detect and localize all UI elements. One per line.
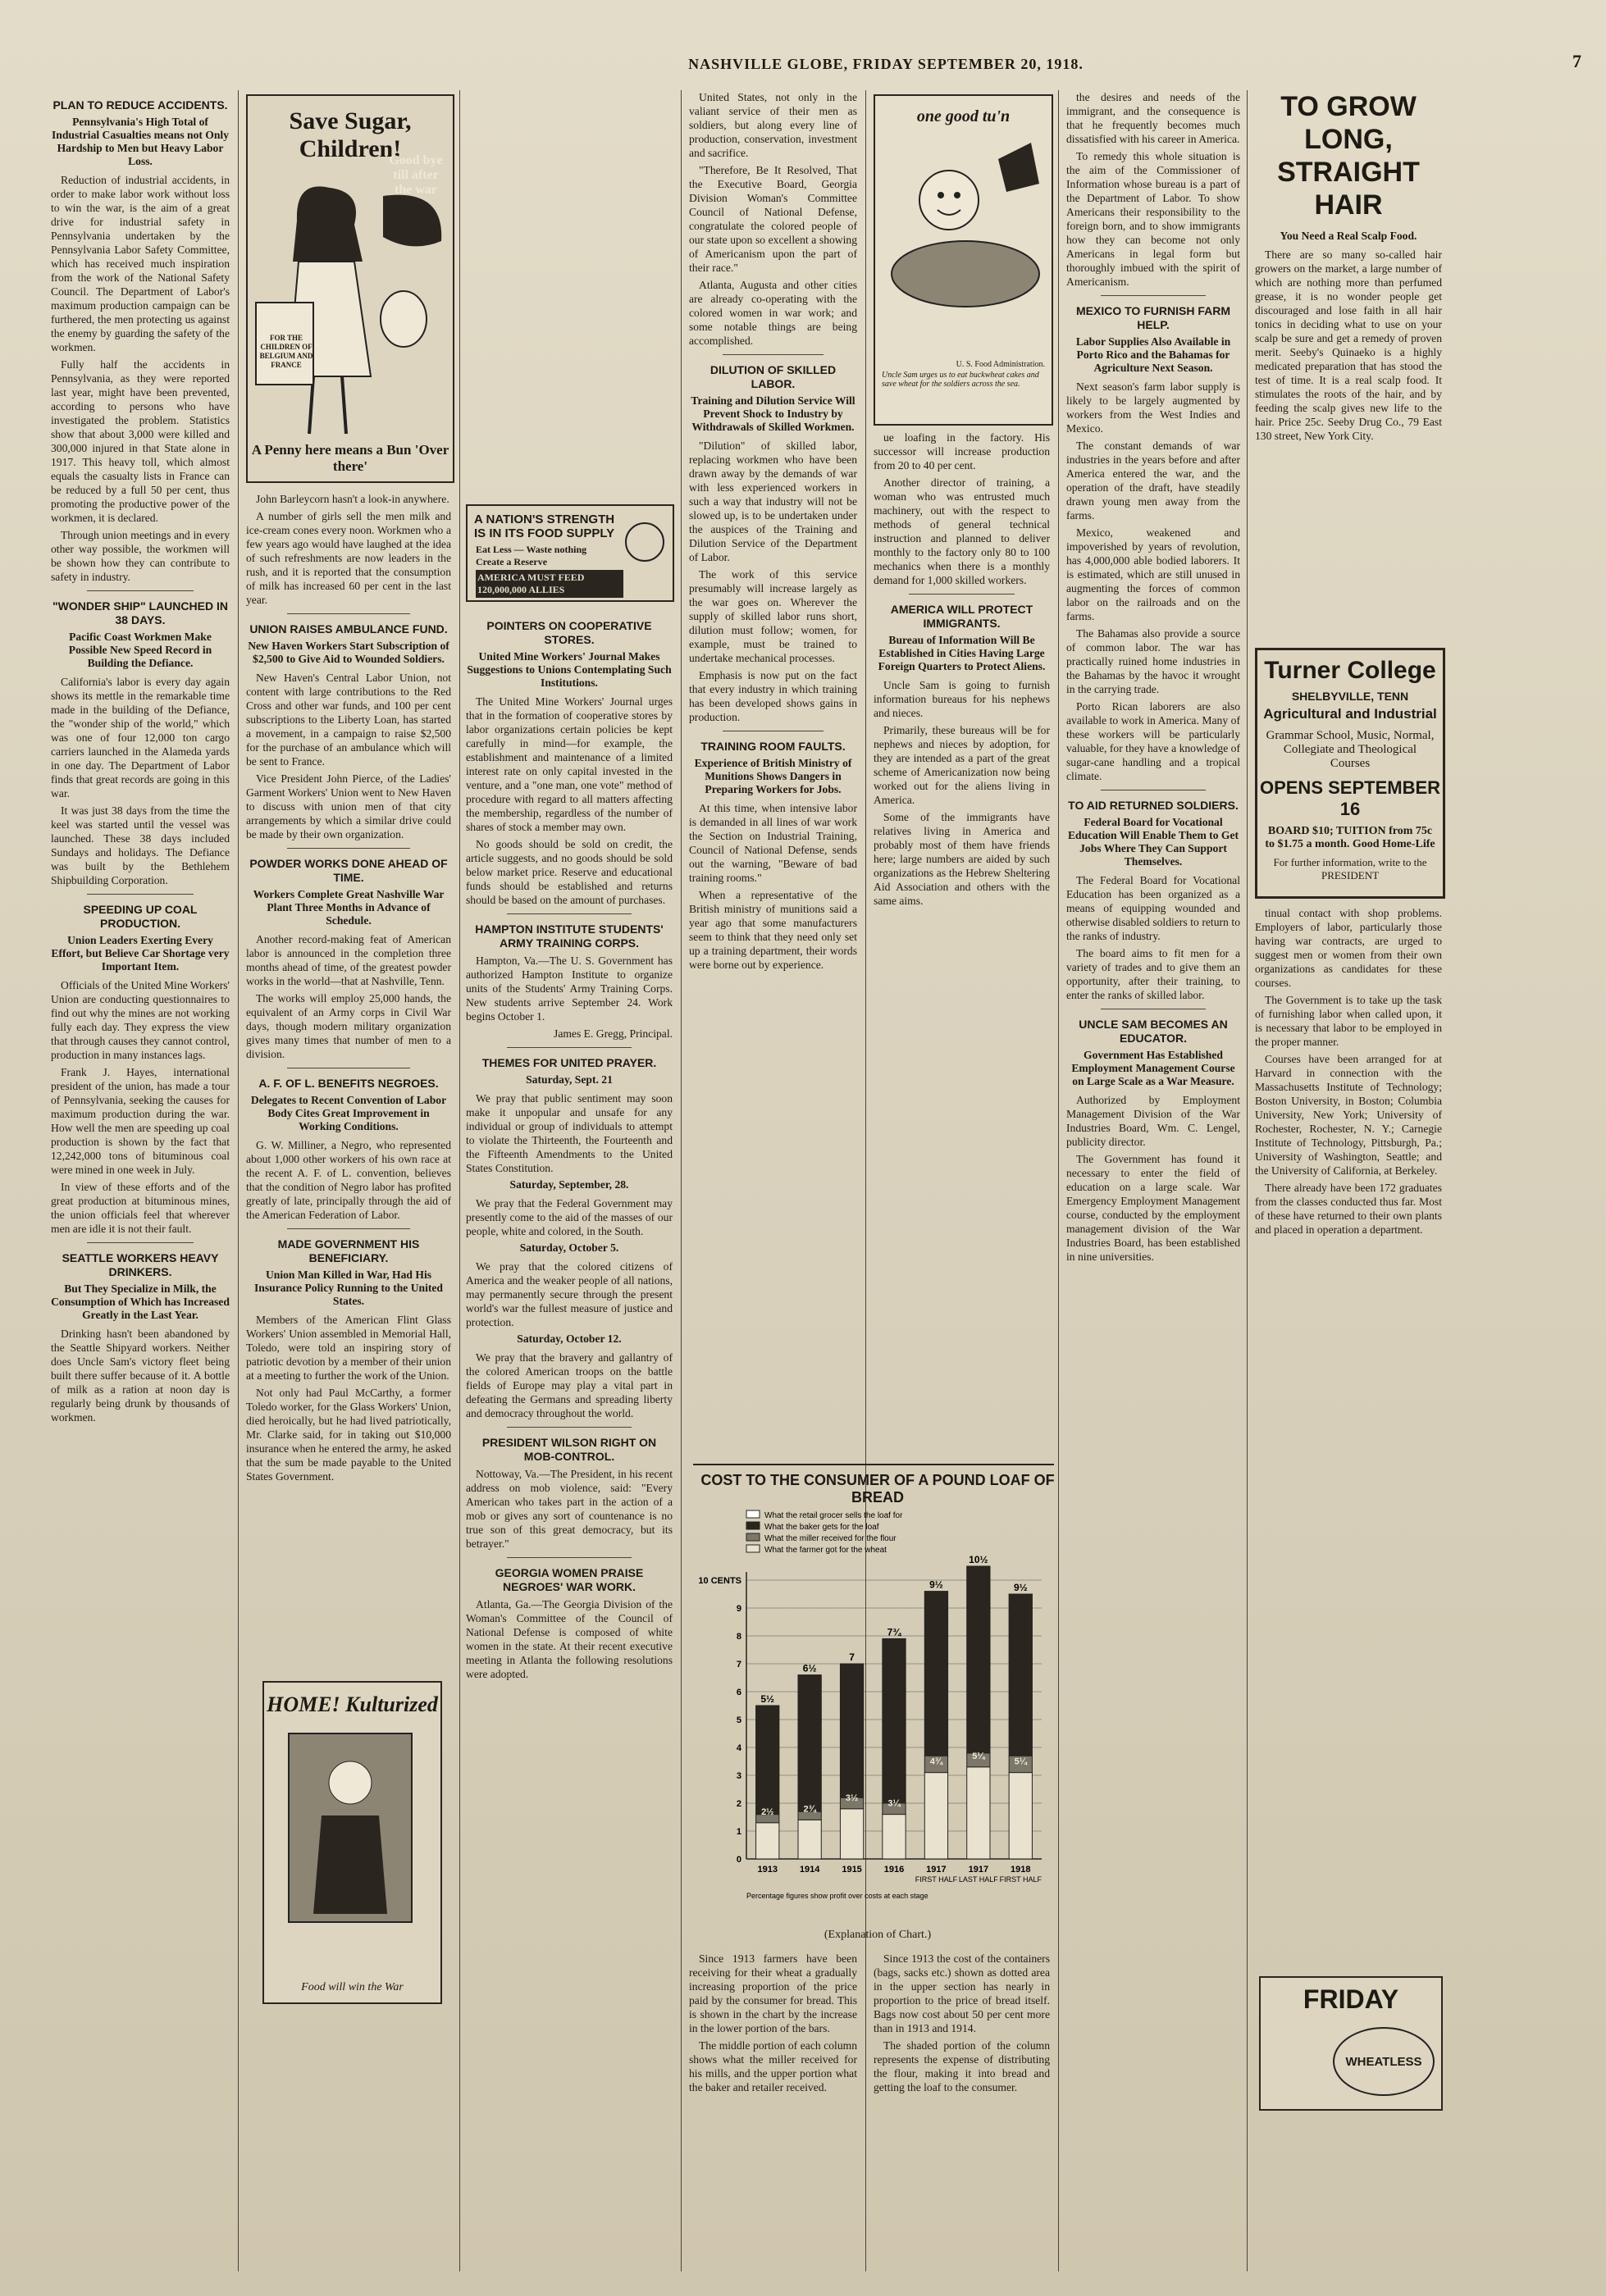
article-paragraph: The works will employ 25,000 hands, the equivalent of an Army corps in Civil War days, though modern military organization gives many times that number of men to a division. (246, 992, 451, 1060)
y-tick-label: 6 (736, 1688, 741, 1697)
column-1 (51, 90, 230, 2271)
article-paragraph: Courses have been arranged for at Harvard in connection with the Massachusetts Institute of Technology; Boston University, in Boston; Columbia University, New York; University of Rochester, Rochester, N. Y.; Carnegie Institute of Technology, Pittsburgh, Pa.; University of Washington, Seattle; and the University of California, at Berkeley. (1255, 1053, 1442, 1177)
article-paragraph: Fully half the accidents in Pennsylvania, as they were reported last year, might have been prevented, according to persons who have investigated the problem. Statistics show that about 3,000 were killed and 300,000 injured in that State alone in 1917. This heavy toll, which almost equals the casualty lists in France can be reduced by a full 50 per cent, thus promoting the productive power of the workmen, it is declared. (51, 358, 230, 524)
column-rule (1058, 90, 1059, 2271)
article-paragraph: We pray that the Federal Government may presently come to the aid of the masses of our people, white and colored, in the South. (466, 1197, 673, 1237)
headline: DILUTION OF SKILLED LABOR. (709, 363, 837, 390)
article-paragraph: New Haven's Central Labor Union, not content with large contributions to the Red Cross and other war funds, and 100 per cent subscriptions to the Liberty Loan, has started a movement, in a campaign to raise $2,500 for the purchase of an ambulance which will be sent to France. (246, 672, 451, 768)
subheadline: Government Has Established Employment Management Course on Large Scale as a War Measure. (1071, 1049, 1235, 1087)
legend-swatch (746, 1522, 760, 1529)
college-opens: OPENS SEPTEMBER 16 (1259, 777, 1441, 819)
hair-ad (1255, 90, 1442, 631)
column-rule (865, 90, 866, 2271)
y-tick-label: 0 (736, 1855, 741, 1865)
y-tick-label: 8 (736, 1632, 741, 1642)
bar-inner-label: 2½ (761, 1806, 774, 1817)
bar-segment (967, 1767, 990, 1859)
chart-caption: (Explanation of Chart.) (824, 1929, 932, 1941)
headline: MADE GOVERNMENT HIS BENEFICIARY. (277, 1237, 420, 1264)
page-number: 7 (1572, 51, 1581, 71)
article-paragraph: Hampton, Va.—The U. S. Government has authorized Hampton Institute to organize units of the Students' Army Training Corps. New students arrive September 24. Work begins October 1. (466, 954, 673, 1023)
article-paragraph: The work of this service presumably will increase largely as the war goes on. Wherever the supply of skilled labor runs short, dilution must follow; women, for example, must be trained to undertake mechanical processes. (689, 568, 857, 664)
column-rule (681, 90, 682, 2271)
article-paragraph: The shaded portion of the column represents the expense of distributing the flour, making it into bread and getting the loaf to the consumer. (874, 2039, 1050, 2093)
friday-wheatless-ad (1259, 1976, 1443, 2111)
divider (287, 848, 410, 849)
bar-total-label: 7 (849, 1651, 855, 1663)
wheatless-seal: WHEATLESS (1333, 2027, 1435, 2096)
article-paragraph: California's labor is every day again shows its mettle in the remarkable time made in the building of the Defiance, the "wonder ship of the world," which was one of four 12,000 ton cargo carriers launched in the Alameda yards in one day. The Department of Labor finds that great records are going in this war. (51, 676, 230, 800)
bar-total-label: 7¾ (887, 1626, 901, 1638)
article-paragraph: In view of these efforts and of the great production at bituminous mines, the union officials feel that wherever men are idle it is not their fault. (51, 1181, 230, 1235)
food-cartoon (874, 94, 1053, 426)
article-paragraph: Some of the immigrants have relatives living in America and probably most of them have friends here; large numbers are aided by such organizations as the Hebrew Sheltering Aid Association and others with the same aims. (874, 811, 1050, 907)
headline: POWDER WORKS DONE AHEAD OF TIME. (249, 857, 448, 884)
column-7 (1255, 906, 1442, 1964)
article-paragraph: The Federal Board for Vocational Education has been organized as a means of equipping wounded and otherwise disabled soldiers to return to the ranks of industry. (1066, 874, 1240, 942)
x-tick-sublabel: FIRST HALF (915, 1875, 958, 1884)
y-tick-label: 3 (736, 1771, 741, 1781)
ad-line: Eat Less — Waste nothing (476, 544, 587, 555)
legend-swatch (746, 1545, 760, 1552)
article-paragraph: "Dilution" of skilled labor, replacing workmen who have been drawn away by the demands of war with less experienced workers in such a way that industry will not be slowed up, is to be undertaken under the auspices of the Training and Dilution Service of the Department of Labor. (689, 440, 857, 563)
seal-icon (625, 522, 664, 562)
article-paragraph: Uncle Sam is going to furnish information bureaus for his nephews and nieces. (874, 679, 1050, 719)
girl-illustration (248, 163, 449, 458)
article-paragraph: The United Mine Workers' Journal urges that in the formation of cooperative stores by labor organizations certain policies be kept carefully in mind—for example, the establishment and maintenance of a limited interest rate on only capital invested in the venture, and a "one man, one vote" method of procedure with regard to all matters affecting the membership, regardless of the number of shares of stock a member may own. (466, 695, 673, 833)
college-info: For further information, write to the PRESIDENT (1273, 856, 1427, 882)
column-6 (1066, 90, 1240, 2271)
divider (507, 1047, 631, 1048)
home-kulturized-ad (262, 1681, 442, 2004)
column-2 (246, 492, 451, 1665)
headline: PRESIDENT WILSON RIGHT ON MOB-CONTROL. (481, 1436, 657, 1463)
article-paragraph: Reduction of industrial accidents, in order to make labor work without loss to win the war, is the aim of a great drive for industrial safety in Pennsylvania undertaken by the Pennsylvania Labor Safety Committee, which has received much inspiration from the work of the National Safety Council. The Department of Labor's maximum production campaign can be furthered, the men protecting us against the enemy by guarding the safety of the workmen. (51, 174, 230, 353)
cartoon-text: Uncle Sam urges us to eat buckwheat cakes and save wheat for the soldiers across the sea. (882, 371, 1039, 389)
article-paragraph: John Barleycorn hasn't a look-in anywhere. (256, 493, 449, 505)
column-rule (238, 90, 239, 2271)
x-tick-label: 1917 (968, 1865, 989, 1875)
ad-line: Create a Reserve (476, 556, 548, 567)
column-5 (874, 430, 1050, 1460)
article-paragraph: Primarily, these bureaus will be for nephews and nieces by adoption, for they are intended as a part of the great scheme of Americanization now being worked out for the aliens living in America. (874, 724, 1050, 806)
divider (507, 1427, 631, 1428)
article-paragraph: ue loafing in the factory. His successor will increase production from 20 to 40 per cent. (874, 431, 1050, 472)
ad-title: TO GROW LONG, STRAIGHT HAIR (1277, 91, 1420, 221)
column-rule (1247, 90, 1248, 2271)
chart-top-rule (693, 1464, 1054, 1465)
subheadline: Union Man Killed in War, Had His Insurance Policy Running to the United States. (254, 1269, 443, 1307)
college-courses: Grammar School, Music, Normal, Collegiate and Theological Courses (1266, 729, 1435, 770)
article-paragraph: The constant demands of war industries in the years before and after America entered the war, and the operation of the draft, have steadily drawn young men away from the farms. (1066, 440, 1240, 522)
bar-inner-label: 3½ (845, 1793, 859, 1803)
bar-segment (883, 1638, 906, 1803)
article-paragraph: United States, not only in the valiant service of their men as soldiers, but along every line of production, conservation, investment and sacrifice. (689, 91, 857, 159)
bread-cost-chart (697, 1472, 1058, 1941)
ad-caption: Food will win the War (301, 1981, 404, 1993)
headline: PLAN TO REDUCE ACCIDENTS. (52, 98, 228, 112)
legend-swatch (746, 1533, 760, 1541)
bar-segment (967, 1566, 990, 1753)
bar-total-label: 9½ (1013, 1582, 1028, 1593)
headline: THEMES FOR UNITED PRAYER. (481, 1056, 657, 1069)
x-tick-label: 1918 (1011, 1865, 1031, 1875)
article-paragraph: To remedy this whole situation is the aim of the Commissioner of Information whose bureau is a part of the Department of Labor. To show Americans their responsibility to the foreign born, and to show immigrants how they can become not only Americans in legal form but thoroughly imbued with the spirit of Americanism. (1066, 150, 1240, 288)
soldier-illustration (264, 1717, 437, 1947)
bar-segment (883, 1815, 906, 1859)
chart-footnote: Percentage figures show profit over costs at each stage (746, 1892, 928, 1900)
divider (87, 1242, 194, 1243)
article-paragraph: Emphasis is now put on the fact that every industry in which training has been developed shows gains in production. (689, 669, 857, 723)
ad-title: FRIDAY (1303, 1984, 1399, 2014)
y-tick-label: 2 (736, 1799, 741, 1809)
x-tick-sublabel: FIRST HALF (999, 1875, 1042, 1884)
bar-segment (798, 1675, 821, 1815)
article-paragraph: Porto Rican laborers are also available to work in America. Many of these workers will be particularly valuable, for they have a knowledge of sugar-cane handling and a tropical climate. (1066, 700, 1240, 782)
date-line: Saturday, Sept. 21 (526, 1073, 613, 1086)
article-paragraph: We pray that the bravery and gallantry of the colored American troops on the battle fields of Europe may play a vital part in defeating the Germans and spreading liberty and democracy throughout the world. (466, 1351, 673, 1419)
speech-bubble-text: Good bye till after the war (389, 153, 443, 197)
article-paragraph: The Government has found it necessary to enter the field of education on a large scale. War Emergency Employment Management course, conducted by the employment management division of the War Industries Board, has been established in nine universities. (1066, 1153, 1240, 1263)
college-board: BOARD $10; TUITION from 75c to $1.75 a month. Good Home-Life (1265, 825, 1435, 850)
save-sugar-ad (246, 94, 454, 483)
column-rule (459, 90, 460, 2271)
divider (723, 354, 824, 355)
article-paragraph: Since 1913 farmers have been receiving for their wheat a gradually increasing proportion of the price paid by the consumer for bread. This is shown in the chart by the increase in the lower portion of the bars. (689, 1952, 857, 2034)
y-tick-label: 4 (736, 1743, 741, 1753)
article-paragraph: We pray that the colored citizens of America and the weaker people of all nations, may permanently secure through the present world's war the fullest measure of justice and protection. (466, 1260, 673, 1328)
masthead: NASHVILLE GLOBE, FRIDAY SEPTEMBER 20, 1918. (688, 56, 1084, 72)
subheadline: Union Leaders Exerting Every Effort, but Believe Car Shortage very Important Item. (51, 934, 230, 973)
headline: TRAINING ROOM FAULTS. (700, 740, 846, 753)
article-paragraph: Through union meetings and in every other way possible, the workmen will be shown how they can contribute to safety in industry. (51, 529, 230, 583)
ad-body: There are so many so-called hair growers on the market, a large number of which are nothing more than perfumed grease, it is no wonder people get discouraged and lose faith in all hair tonics in deciding what to use on your scalp be sure and get a remedy of proven merit. Seeby's Quinaeko is a highly medicated preparation that has stood the test of time. It is a real scalp food. It stimulates the roots of the hair, and by feeding the scalp gives new life to the hair. Price 25c. Seeby Drug Co., 79 East 130 street, New York City. (1255, 248, 1442, 442)
x-tick-label: 1913 (757, 1865, 778, 1875)
cartoon-illustration (875, 126, 1048, 356)
bar-segment (756, 1823, 779, 1859)
headline: AMERICA WILL PROTECT IMMIGRANTS. (890, 603, 1033, 630)
article-paragraph: Officials of the United Mine Workers' Union are conducting questionnaires to find out why the mines are not working fully each day. They express the view that through causes they cannot control, production in many instances lags. (51, 979, 230, 1061)
article-paragraph: tinual contact with shop problems. Employers of labor, particularly those having war contracts, are urged to suggest men or women from their own organizations as candidates for these courses. (1255, 907, 1442, 989)
article-paragraph: "Therefore, Be It Resolved, That the Executive Board, Georgia Division Woman's Committee Council of National Defense, congratulate the colored people of our state upon so excellent a showing of Americanism upon the part of their race." (689, 164, 857, 274)
subheadline: Training and Dilution Service Will Prevent Shock to Industry by Withdrawals of Skilled Workmen. (691, 394, 855, 433)
college-city: SHELBYVILLE, TENN (1291, 690, 1409, 703)
bar-inner-label: 3¼ (887, 1798, 901, 1809)
headline: UNION RAISES AMBULANCE FUND. (249, 622, 448, 636)
headline: POINTERS ON COOPERATIVE STORES. (486, 619, 652, 646)
article-paragraph: A number of girls sell the men milk and ice-cream cones every noon. Workmen who a few years ago would have laughed at the idea of such refreshments are now leaders in the rush, and it is reported that the consumption of milk has increased 60 per cent in the last year. (246, 510, 451, 606)
headline: UNCLE SAM BECOMES AN EDUCATOR. (1079, 1018, 1228, 1045)
article-paragraph: the desires and needs of the immigrant, and the consequence is that he frequently becomes much dissatisfied with his career in America. (1066, 91, 1240, 145)
headline: TO AID RETURNED SOLDIERS. (1068, 799, 1239, 812)
signature: James E. Gregg, Principal. (554, 1027, 673, 1040)
bar-total-label: 9½ (929, 1578, 943, 1591)
divider (1101, 295, 1205, 296)
turner-college-ad (1255, 648, 1445, 899)
legend-entry: What the miller received for the flour (764, 1534, 897, 1543)
headline: GEORGIA WOMEN PRAISE NEGROES' WAR WORK. (495, 1566, 644, 1593)
chart-title: COST TO THE CONSUMER OF A POUND LOAF OF BREAD (700, 1472, 1055, 1506)
divider (287, 1228, 410, 1229)
bar-segment (1009, 1594, 1032, 1756)
bar-total-label: 5½ (760, 1693, 775, 1705)
subheadline: Labor Supplies Also Available in Porto Rico and the Bahamas for Agriculture Next Season. (1075, 335, 1231, 374)
headline: MEXICO TO FURNISH FARM HELP. (1076, 304, 1230, 331)
subheadline: New Haven Workers Start Subscription of $2,500 to Give Aid to Wounded Soldiers. (248, 640, 449, 665)
college-type: Agricultural and Industrial (1263, 706, 1437, 722)
article-paragraph: Another record-making feat of American labor is announced in the completion three months ahead of time, of the greatest powder works in the world—that at Nashville, Tenn. (246, 933, 451, 987)
bar-segment (840, 1809, 863, 1859)
article-paragraph: Not only had Paul McCarthy, a former Toledo worker, for the Glass Workers' Union, died heroically, but he had lived patriotically, Mr. Clarke said, for in taking out $10,000 insurance when he entered the army, he asked that the sum be made payable to the United States Government. (246, 1387, 451, 1483)
divider (507, 913, 631, 914)
x-tick-label: 1915 (842, 1865, 862, 1875)
legend-entry: What the baker gets for the loaf (764, 1523, 879, 1532)
article-paragraph: Authorized by Employment Management Division of the War Industries Board, Wm. C. Lengel, publicity director. (1066, 1094, 1240, 1148)
article-paragraph: No goods should be sold on credit, the article suggests, and no goods should be sold below market price. Reserve and educational funds should be established and returns should be based on the amount of purchases. (466, 838, 673, 906)
subheadline: Pennsylvania's High Total of Industrial Casualties means not Only Hardship to Men but Heavy Labor Loss. (51, 116, 230, 167)
y-tick-label: 10 CENTS (698, 1576, 741, 1586)
bar-inner-label: 2¾ (803, 1804, 816, 1815)
article-paragraph: At this time, when intensive labor is demanded in all lines of war work the Section on Industrial Training, Council of National Defense, sends out the warning, "Beware of bad training rooms." (689, 802, 857, 884)
article-paragraph: Since 1913 the cost of the containers (bags, sacks etc.) shown as dotted area in the upper section has nearly in proportion to the price of bread itself. Bags now cost about 50 per cent more than in 1913 and 1914. (874, 1952, 1050, 2034)
article-paragraph: The Bahamas also provide a source of common labor. The war has practically ruined home industries in the Bahamas by the havoc it wrought in the carrying trade. (1066, 627, 1240, 695)
headline: SPEEDING UP COAL PRODUCTION. (83, 903, 198, 930)
bar-total-label: 6½ (802, 1662, 817, 1674)
y-tick-label: 9 (736, 1604, 741, 1614)
divider (507, 1557, 631, 1558)
date-line: Saturday, September, 28. (509, 1178, 629, 1191)
y-tick-label: 1 (736, 1827, 741, 1837)
legend-entry: What the farmer got for the wheat (764, 1546, 887, 1555)
headline: SEATTLE WORKERS HEAVY DRINKERS. (62, 1251, 219, 1278)
ad-title: Save Sugar, Children! (289, 107, 412, 162)
y-tick-label: 7 (736, 1660, 741, 1670)
subheadline: Workers Complete Great Nashville War Plant Three Months in Advance of Schedule. (253, 888, 445, 927)
article-paragraph: Nottoway, Va.—The President, in his recent address on mob violence, said: "Every American who takes part in the action of a mob or gives any sort of countenance is no true son of this great democracy, but its betrayer." (466, 1468, 673, 1550)
children-sign: FOR THE CHILDREN OF BELGIUM AND FRANCE (259, 334, 313, 369)
ad-caption: A Penny here means a Bun 'Over there' (251, 442, 449, 474)
column-5-lower (874, 1952, 1050, 2271)
article-paragraph: Next season's farm labor supply is likely to be largely augmented by workers from the West Indies and Mexico. (1066, 380, 1240, 435)
bar-segment (756, 1706, 779, 1815)
article-paragraph: Vice President John Pierce, of the Ladies' Garment Workers' Union went to New Haven to discuss with union men of that city arrangements by which a similar drive could be made by their own organization. (246, 772, 451, 840)
nation-strength-ad (466, 504, 674, 602)
article-paragraph: There already have been 172 graduates from the classes conducted thus far. Most of these have returned to their own plants and placed in operation a department. (1255, 1182, 1442, 1236)
college-name: Turner College (1264, 657, 1436, 684)
divider (87, 894, 194, 895)
article-paragraph: Drinking hasn't been abandoned by the Seattle Shipyard workers. Neither does Uncle Sam's victory fleet being built there suffer because of it. A bottle of milk as a ration at noon day is regularly being drunk by thousands of workmen. (51, 1328, 230, 1424)
bar-total-label: 10½ (969, 1554, 988, 1565)
divider (87, 590, 194, 591)
bar-segment (924, 1592, 947, 1756)
column-4-lower (689, 1952, 857, 2271)
bar-inner-label: 4¾ (929, 1756, 943, 1767)
article-paragraph: Another director of training, a woman who was entrusted much machinery, out with the respect to methods of general technical instruction and planned to deliver monthly to the factory only 80 to 100 mechanics when there is a monthly demand for 1,000 skilled workers. (874, 476, 1050, 586)
divider (287, 613, 410, 614)
column-3 (466, 611, 673, 2271)
subheadline: But They Specialize in Milk, the Consumption of Which has Increased Greatly in the Last Year. (51, 1282, 230, 1321)
headline: HAMPTON INSTITUTE STUDENTS' ARMY TRAINING CORPS. (475, 922, 664, 950)
bar-segment (924, 1773, 947, 1859)
subheadline: Bureau of Information Will Be Established in Cities Having Large Foreign Quarters to Protect Aliens. (878, 634, 1046, 672)
x-tick-sublabel: LAST HALF (958, 1875, 998, 1884)
ad-title: HOME! Kulturized (267, 1692, 438, 1716)
article-paragraph: We pray that public sentiment may soon make it unpopular and unsafe for any individual or group of individuals to attempt to violate the Thirteenth, the Fourteenth and the Fifteenth Amendments to the United States Constitution. (466, 1092, 673, 1174)
subheadline: Pacific Coast Workmen Make Possible New Speed Record in Building the Defiance. (68, 631, 212, 669)
headline: A. F. OF L. BENEFITS NEGROES. (258, 1077, 439, 1090)
bar-segment (798, 1820, 821, 1859)
x-tick-label: 1914 (799, 1865, 820, 1875)
legend-swatch (746, 1510, 760, 1518)
article-paragraph: Atlanta, Augusta and other cities are already co-operating with the colored women in war work; and some notable things are being accomplished. (689, 279, 857, 347)
date-line: Saturday, October 5. (519, 1241, 619, 1254)
bar-inner-label: 5¼ (1014, 1756, 1027, 1767)
bread-chart-svg (697, 1506, 1058, 1925)
date-line: Saturday, October 12. (517, 1332, 622, 1345)
bar-segment (840, 1664, 863, 1797)
subheadline: United Mine Workers' Journal Makes Suggestions to Unions Contemplating Such Institutions. (467, 650, 672, 689)
article-paragraph: The board aims to fit men for a variety of trades and to give them an opportunity, after their training, to enter the ranks of skilled labor. (1066, 947, 1240, 1001)
ad-title: A NATION'S STRENGTH IS IN ITS FOOD SUPPLY (474, 512, 615, 540)
article-paragraph: The middle portion of each column shows what the miller received for his mills, and the upper portion what the baker and retailer received. (689, 2039, 857, 2093)
subheadline: Delegates to Recent Convention of Labor Body Cites Great Improvement in Working Conditions. (250, 1094, 447, 1132)
y-tick-label: 5 (736, 1715, 741, 1725)
bar-inner-label: 5¼ (972, 1751, 985, 1761)
cartoon-title: one good tu'n (916, 107, 1011, 125)
article-paragraph: It was just 38 days from the time the keel was started until the vessel was launched. These 38 days included Sundays and holidays. The Defiance was built by the Bethlehem Shipbuilding Corporation. (51, 804, 230, 886)
bar-segment (1009, 1773, 1032, 1859)
x-tick-label: 1916 (883, 1865, 905, 1875)
subheadline: Federal Board for Vocational Education Will Enable Them to Get Jobs Where They Can Support Themselves. (1067, 816, 1239, 868)
article-paragraph: G. W. Milliner, a Negro, who represented about 1,000 other workers of his own race at the recent A. F. of L. convention, believes that the condition of Negro labor has profited greatly of late, principally through the aid of the American Federation of Labor. (246, 1139, 451, 1221)
article-paragraph: The Government is to take up the task of furnishing labor when called upon, it is necessary that labor to be employed in the proper manner. (1255, 994, 1442, 1048)
article-paragraph: Atlanta, Ga.—The Georgia Division of the Woman's Committee of the Council of National Defense is composed of white women in the state. At their recent executive meeting in Atlanta the following resolutions were adopted. (466, 1598, 673, 1680)
x-tick-label: 1917 (926, 1865, 947, 1875)
ad-line: AMERICA MUST FEED 120,000,000 ALLIES (476, 570, 623, 598)
column-4 (689, 90, 857, 1460)
article-paragraph: When a representative of the British ministry of munitions said a year ago that some manufacturers seem to think that they need only set up a training department, their words were borne out by experience. (689, 889, 857, 971)
subheadline: Experience of British Ministry of Munitions Shows Dangers in Preparing Workers for Jobs. (694, 757, 852, 795)
headline: "WONDER SHIP" LAUNCHED IN 38 DAYS. (52, 599, 228, 626)
article-paragraph: Frank J. Hayes, international president of the union, has made a tour of Pennsylvania, seeking the causes for maximum production during the war. How well the men are speeding up coal production is shown by the fact that 12,242,000 tons of bituminous coal were mined in one week in July. (51, 1066, 230, 1176)
cartoon-credit: U. S. Food Administration. (956, 360, 1045, 369)
legend-entry: What the retail grocer sells the loaf for (764, 1511, 903, 1520)
article-paragraph: Mexico, weakened and impoverished by years of revolution, has 4,000,000 able bodied laborers. It is estimated, which are still unused in augmenting the forces of common labor on the railroads and on the farms. (1066, 526, 1240, 622)
ad-subtitle: You Need a Real Scalp Food. (1280, 230, 1417, 242)
article-paragraph: Members of the American Flint Glass Workers' Union assembled in Memorial Hall, Toledo, were told an inspiring story of patriotic devotion by a member of their union at a meeting to further the work of the Union. (246, 1314, 451, 1382)
